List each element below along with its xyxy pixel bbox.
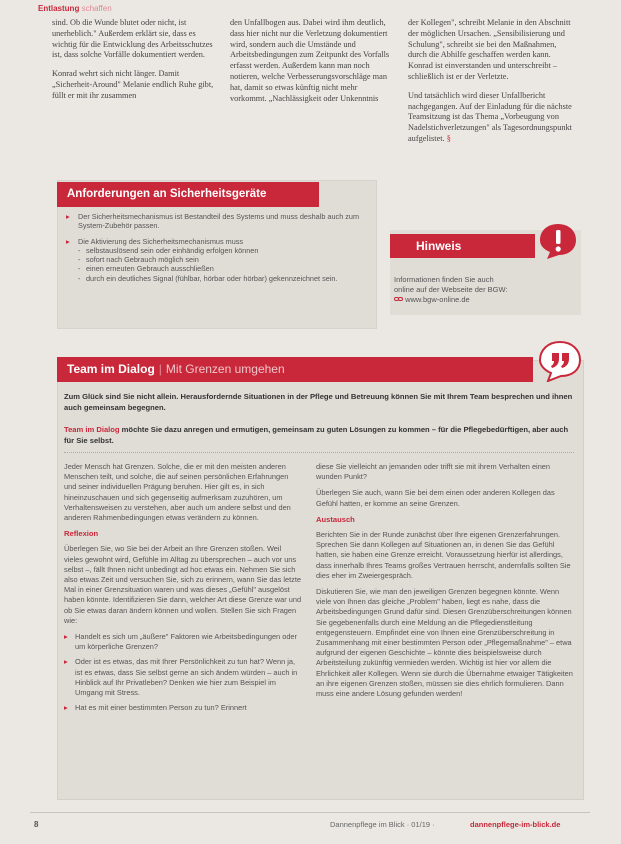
hint-line: Informationen finden Sie auch [394, 275, 494, 284]
paragraph: Konrad wehrt sich nicht länger. Damit „Sicherheit-Around" Melanie endlich Ruhe gibt, füllt er mit ihr zusammen [52, 69, 214, 100]
paragraph-text: Und tatsächlich wird dieser Unfallbericht nachgegangen. Auf der Einladung für die nächste Teamsitzung ist das Thema „Vorbeugung von Nadelstichverletzungen" als Tagesordnungspunkt aufgelistet. [408, 90, 572, 143]
sub-list [78, 246, 366, 283]
reflexion-heading: Reflexion [64, 529, 99, 539]
sub-list-item: - durch ein deutliches Signal (fühlbar, hörbar oder hörbar) gekennzeichnet sein. [78, 274, 366, 283]
paragraph: diese Sie vielleicht an jemanden oder trifft sie mit ihrem Verhalten einen wunden Punkt? [316, 462, 551, 482]
end-mark: § [446, 133, 451, 143]
link-icon [394, 295, 403, 303]
quote-bubble-icon [538, 340, 582, 382]
hint-text [394, 275, 574, 305]
list-item: ▸ Handelt es sich um „äußere" Faktoren wie Arbeitsbedingungen oder um körperliche Grenzen? [64, 632, 302, 652]
paragraph: der Kollegen", schreibt Melanie in den Abschnitt der möglichen Ursachen. „Sensibilisierung und Schulung", schreibt sie bei den Maßnahmen, durch die Abhilfe geschaffen werden kann. Konrad ist einverstanden und unterschreibt – schließlich ist er der Verletzte. [408, 18, 571, 81]
sub-list-item: - selbstauslösend sein oder einhändig erfolgen können [78, 246, 366, 255]
list-item: ▸ Der Sicherheitsmechanismus ist Bestandteil des Systems und muss deshalb auch zum System-Zubehör passen. [66, 212, 366, 231]
paragraph: Berichten Sie in der Runde zunächst über Ihre eigenen Grenzerfahrungen. Sprechen Sie dann Kollegen auf Situationen an, in denen Sie das Gefühl hatten, sie haben eine Grenze erreicht. Voraussetzung hierfür ist allerdings, dass innerhalb Ihres Teams großes Vertrauen herrscht, andernfalls sollten Sie dies eher im Zweiergespräch. [316, 530, 571, 580]
list-item: ▸ Hat es mit einer bestimmten Person zu tun? Erinnert [64, 703, 302, 713]
hint-line: online auf der Webseite der BGW: [394, 285, 508, 294]
requirements-list [66, 212, 366, 289]
hint-link-line [394, 295, 574, 305]
paragraph: Diskutieren Sie, wie man den jeweiligen Grenzen begegnen könnte. Wenn viele von Ihnen das gleiche „Problem" haben, liegt es nahe, dass die Arbeitsbedingungen Grund dafür sind. Diesen Grenzüberschreitungen können Sie gegebenenfalls durch eine Meldung an die Pflegedienstleitung entgegensteuern. Empfindet eine von Ihnen eine Grenzüberschreitung in Zusammenhang mit einer bestimmten Person oder „Pflegemaßnahme" – etwa aufgrund der eigenen Geschichte – könnte dies beispielsweise durch Arbeitsteilung zukünftig vermieden werden. Wichtig ist hier vor allem die Ehrlichkeit aller Kollegen. Wenn sie durch die Übernahme etwaiger Tätigkeiten an ihre eigenen Grenzen stoßen, müssen sie dies ehrlich formulieren. Dann muss eine andere Lösung gefunden werden! [316, 587, 573, 699]
list-item [66, 237, 366, 283]
top-column-1 [52, 18, 218, 102]
team-right-column [316, 462, 574, 705]
austausch-heading: Austausch [316, 514, 355, 524]
paragraph: Jeder Mensch hat Grenzen. Solche, die er mit den meisten anderen Menschen teilt, und solche, die auf seinen persönlichen Erfahrungen und seiner individuellen Prägung beruhen. Hier gilt es, in sich hineinzuschauen und sich gegenseitig aufmerksam zuzuhören, um Verhaltensweisen zu verstehen, aber auch um andere selbst und den anderen Rahmenbedingungen etwas verändern zu können. [64, 462, 291, 523]
paragraph [408, 91, 574, 145]
exclamation-bubble-icon [538, 222, 578, 260]
paragraph: sind. Ob die Wunde blutet oder nicht, ist unerheblich." Außerdem erklärt sie, dass es wichtig für die Entwicklung des Arbeitsschutzes ist, dass solche Vorfälle dokumentiert werden. [52, 18, 213, 60]
paragraph: Überlegen Sie, wo Sie bei der Arbeit an Ihre Grenzen stoßen. Weil vieles gewohnt wird, Gefühle im Alltag zu übersprechen – auch vor uns selbst –, fällt Ihnen nicht unbedingt ad hoc etwas ein. Nehmen Sie sich also etwas Zeit und versuchen Sie, sich zu erinnern, wann Sie das letzte Mal in einer Grenzsituation waren und was dieses „Gefühl" ausgelöst haben könnte. Identifizieren Sie dann, welcher Art diese Grenze war und ob Sie etwas daran ändern können und wollen. Stellen Sie sich Fragen wie: [64, 544, 302, 625]
page-number: 8 [34, 820, 39, 829]
team-intro-2 [64, 424, 574, 446]
team-dialog-title: Team im Dialog [67, 362, 155, 376]
requirements-title: Anforderungen an Sicherheitsgeräte [57, 182, 319, 207]
paragraph: Überlegen Sie auch, wann Sie bei dem einen oder anderen Kollegen das Gefühl hatten, er komme an seine Grenzen. [316, 488, 555, 508]
team-dialog-subtitle: Mit Grenzen umgehen [165, 362, 285, 376]
subsection-label: schaffen [81, 4, 112, 13]
hint-url-link[interactable]: www.bgw-online.de [405, 295, 470, 304]
team-intro-highlight: Team im Dialog [64, 425, 120, 434]
footer-magazine: Dannenpflege im Blick · 01/19 · [330, 820, 435, 829]
section-label: Entlastung [38, 4, 80, 13]
team-intro-rest: möchte Sie dazu anregen und ermutigen, gemeinsam zu guten Lösungen zu kommen – für die Pflegebedürftigen, aber auch für Sie selbst. [64, 425, 569, 445]
divider [64, 452, 574, 453]
footer-url-link[interactable]: dannenpflege-im-blick.de [470, 820, 561, 829]
paragraph: den Unfallbogen aus. Dabei wird ihm deutlich, dass hier nicht nur die Verletzung dokumentiert wird, sondern auch die Umstände und Arbeitsbedingungen zum Zeitpunkt des Vorfalls erfasst werden. Außerdem kann man noch notieren, welche Verbesserungsvorschläge man hat, damit so etwas künftig nicht mehr vorkommt. „Nachlässigkeit oder Unkenntnis [230, 18, 390, 103]
list-item-text: Die Aktivierung des Sicherheitsmechanismus muss [78, 236, 244, 246]
team-left-column [64, 462, 302, 718]
top-column-3 [408, 18, 574, 145]
list-item: ▸ Oder ist es etwas, das mit Ihrer Persönlichkeit zu tun hat? Wenn ja, ist es etwas, dass Sie selbst gerne an sich ändern würden – auch in Hinblick auf Ihr Privatleben? Denken wie hier zum Beispiel im Umgang mit Stress. [64, 657, 302, 698]
sub-list-item: - einen erneuten Gebrauch ausschließen [78, 264, 366, 273]
team-dialog-header [57, 357, 533, 382]
running-header [38, 4, 112, 13]
sub-list-item: - sofort nach Gebrauch möglich sein [78, 255, 366, 264]
title-separator: | [158, 362, 162, 376]
team-intro: Zum Glück sind Sie nicht allein. Herausfordernde Situationen in der Pflege und Betreuung können Sie mit Ihrem Team besprechen und ihnen auch gemeinsam begegnen. [64, 392, 573, 412]
reflexion-list [64, 632, 302, 713]
footer-rule [30, 812, 590, 813]
hint-title: Hinweis [390, 234, 535, 258]
top-column-2 [230, 18, 396, 104]
